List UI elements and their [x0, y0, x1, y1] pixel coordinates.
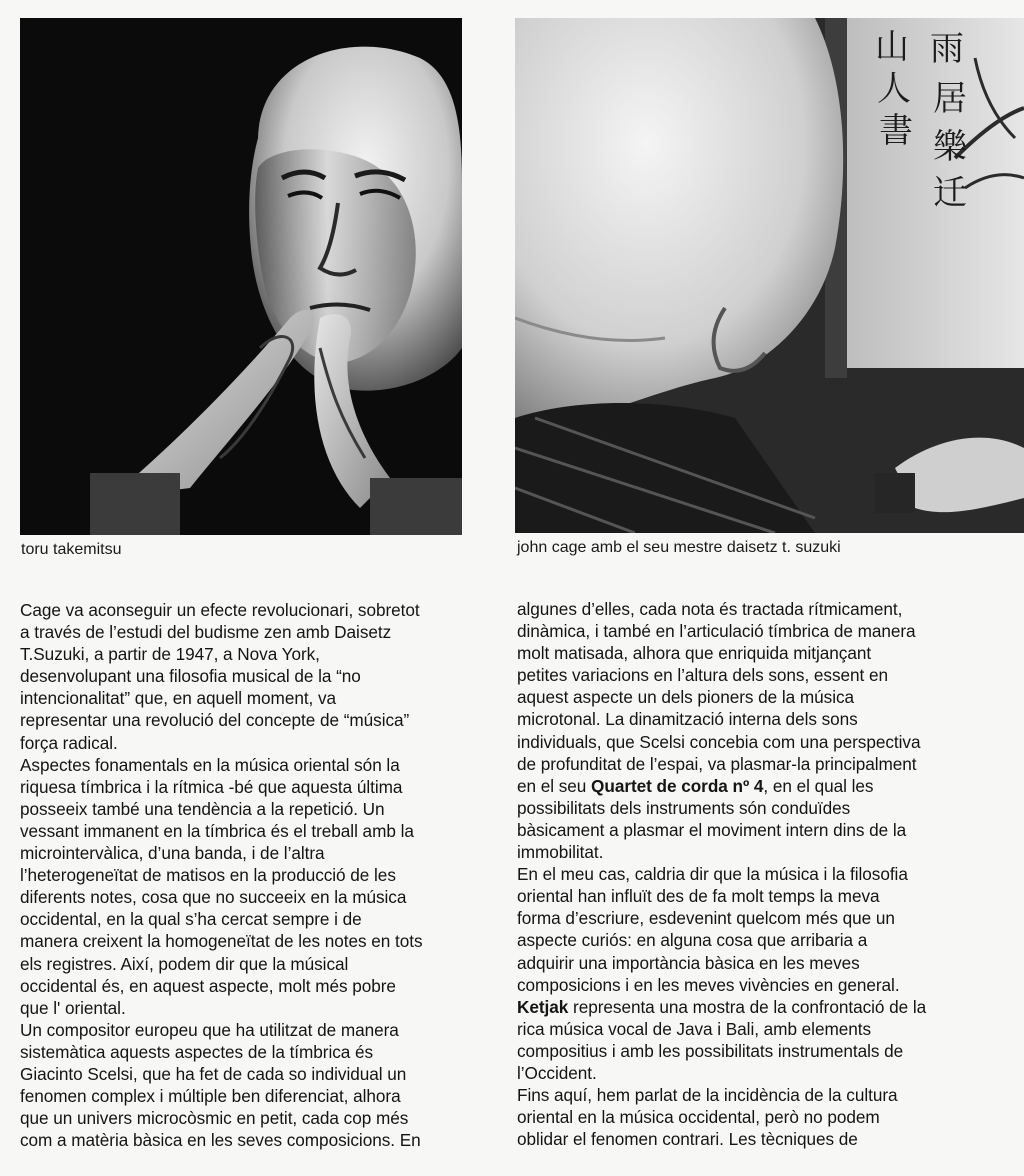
text-line: desenvolupant una filosofia musical de la “no: [20, 666, 361, 687]
calligraphy-char: 書: [879, 111, 913, 151]
text-line: com a matèria bàsica en les seves composicions. En: [20, 1130, 421, 1151]
text-line: oriental en la música occidental, però no podem: [517, 1107, 880, 1128]
text-line: representar una revolució del concepte de “música”: [20, 710, 410, 731]
text-run: , en el qual les: [763, 775, 874, 796]
text-line: manera creixent la homogeneïtat de les notes en tots: [20, 931, 423, 952]
work-title-quartet: Quartet de corda nº 4: [591, 775, 764, 796]
text-line: oblidar el fenomen contrari. Les tècniques de: [517, 1129, 858, 1150]
text-line: immobilitat.: [517, 842, 604, 863]
text-line: que un univers microcòsmic en petit, cada cop més: [20, 1108, 409, 1129]
text-line: a través de l’estudi del budisme zen amb Daisetz: [20, 622, 392, 643]
text-line: dinàmica, i també en l’articulació tímbrica de manera: [517, 621, 916, 642]
text-line: Aspectes fonamentals en la música oriental són la: [20, 754, 400, 775]
text-line: Giacinto Scelsi, que ha fet de cada so individual un: [20, 1063, 407, 1084]
text-line: forma d’escriure, esdevenint quelcom més que un: [517, 908, 895, 929]
quartet-line: [517, 775, 987, 797]
caption-right: john cage amb el seu mestre daisetz t. suzuki: [517, 539, 841, 556]
photo-john-cage-suzuki: [515, 18, 1024, 533]
work-title-ketjak: Ketjak: [517, 996, 569, 1017]
text-line: possibilitats dels instruments són conduïdes: [517, 797, 851, 818]
text-line: Fins aquí, hem parlat de la incidència de la cultura: [517, 1085, 898, 1106]
text-line: molt matisada, alhora que enriquida mitjançant: [517, 643, 872, 664]
text-line: oriental han influït des de fa molt temps la meva: [517, 886, 880, 907]
text-run: representa una mostra de la confrontació de la: [568, 996, 927, 1017]
text-line: petites variacions en l’altura dels sons, essent en: [517, 665, 889, 686]
caption-left: toru takemitsu: [21, 541, 122, 558]
portrait-illustration: [20, 18, 462, 535]
calligraphy-char: 雨: [930, 29, 964, 69]
text-line: T.Suzuki, a partir de 1947, a Nova York,: [20, 644, 320, 665]
calligraphy-char: 居: [933, 79, 967, 119]
text-line: compositius i amb les possibilitats instrumentals de: [517, 1040, 904, 1061]
text-line: composicions i en les meves vivències en general.: [517, 974, 900, 995]
text-line: individuals, que Scelsi concebia com una perspectiva: [517, 731, 921, 752]
text-line: bàsicament a plasmar el moviment intern dins de la: [517, 819, 907, 840]
text-line: intencionalitat” que, en aquell moment, va: [20, 688, 337, 709]
text-line: Un compositor europeu que ha utilitzat de manera: [20, 1019, 399, 1040]
photo-toru-takemitsu: [20, 18, 462, 535]
calligraphy-char: 樂: [933, 127, 967, 167]
text-line: vessant immanent en la tímbrica és el treball amb la: [20, 820, 414, 841]
text-line: de profunditat de l’espai, va plasmar-la principalment: [517, 753, 917, 774]
text-run: en el seu: [517, 775, 592, 796]
ketjak-line: [517, 996, 987, 1018]
text-line: sistemàtica aquests aspectes de la tímbrica és: [20, 1041, 374, 1062]
text-line: fenomen complex i múltiple ben diferenciat, alhora: [20, 1086, 401, 1107]
text-line: occidental és, en aquest aspecte, molt més pobre: [20, 975, 396, 996]
calligraphy-char: 山: [875, 27, 909, 67]
text-line: els registres. Així, podem dir que la músical: [20, 953, 349, 974]
text-line: aquest aspecte un dels pioners de la música: [517, 687, 855, 708]
text-line: força radical.: [20, 732, 118, 753]
text-line: aspecte curiós: en alguna cosa que arribaria a: [517, 930, 868, 951]
text-line: microintervàlica, d’una banda, i de l’altra: [20, 843, 325, 864]
text-line: Cage va aconseguir un efecte revolucionari, sobretot: [20, 600, 420, 620]
text-line: rica música vocal de Java i Bali, amb elements: [517, 1018, 872, 1039]
text-line: posseeix també una tendència a la repetició. Un: [20, 798, 385, 819]
text-line: diferents notes, cosa que no succeeix en la música: [20, 887, 407, 908]
calligraphy-char: 人: [877, 69, 911, 109]
text-line: adquirir una importància bàsica en les meves: [517, 952, 860, 973]
article-left-column: [20, 599, 490, 1151]
text-line: algunes d’elles, cada nota és tractada rítmicament,: [517, 599, 903, 619]
text-line: En el meu cas, caldria dir que la música i la filosofia: [517, 864, 908, 885]
calligraphy-char: 迁: [933, 173, 967, 213]
text-line: microtonal. La dinamització interna dels sons: [517, 709, 858, 730]
profile-illustration: [515, 18, 1024, 533]
text-line: l’Occident.: [517, 1062, 597, 1083]
text-line: l’heterogeneïtat de matisos en la producció de les: [20, 865, 396, 886]
text-line: riquesa tímbrica i la rítmica -bé que aquesta última: [20, 776, 403, 797]
text-line: que l' oriental.: [20, 997, 126, 1018]
text-line: occidental, en la qual s’ha cercat sempre i de: [20, 909, 362, 930]
article-right-column: [517, 598, 987, 1150]
